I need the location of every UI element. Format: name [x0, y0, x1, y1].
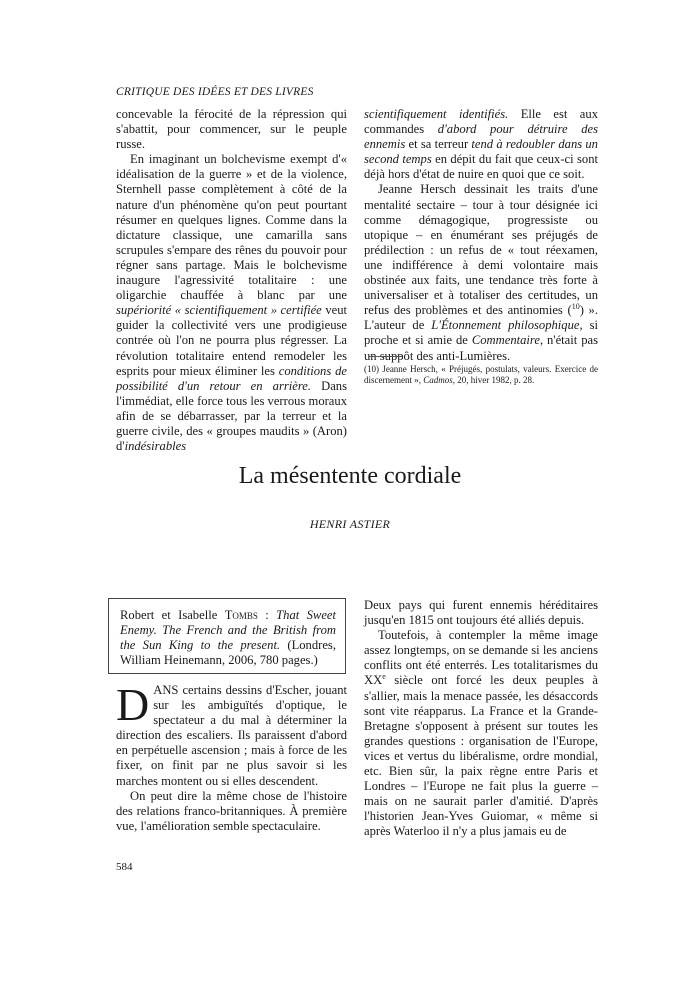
- paragraph: concevable la férocité de la répression qui s'abattit, pour commencer, sur le peuple russe.: [116, 107, 347, 152]
- paragraph: scientifiquement identifiés. Elle est aux commandes d'abord pour détruire des ennemis et sa terreur tend à redoubler dans un second temps en dépit du fait que ceux-ci sont déjà hors d'état de nuire en quoi que ce soit.: [364, 107, 598, 182]
- paragraph: Toutefois, à contempler la même image assez longtemps, on se demande si les anciens conflits ont été enterrés. Les totalitarismes du XXe siècle ont forcé les deux peuples à s'allier, mais la menace passée, les désaccords sont vite réapparus. La France et la Grande-Bretagne s'opposent à présent sur toutes les grandes questions : organisation de l'Europe, vices et vertus du libéralisme, ordre mondial, etc. Bien sûr, la paix règne entre Paris et Londres – l'Europe ne fait plus la guerre – mais on ne saurait parler d'amitié. D'après l'historien Jean-Yves Guiomar, « même si après Waterloo il n'y a plus jamais eu de: [364, 628, 599, 839]
- paragraph: Jeanne Hersch dessinait les traits d'une mentalité sectaire – tour à tour désignée ici comme démagogique, progressiste ou utopique – en énumérant ses préjugés de prédilection : un refus de « tout réexamen, une indifférence à demi volontaire mais obstinée aux faits, une tendance très forte à universaliser et à totaliser des certitudes, un refus des problèmes et des antinomies ($^{10}$) ». L'auteur de L'Étonnement philosophique, si proche et si amie de Commentaire, n'était pas un suppôt des anti-Lumières.: [364, 182, 598, 363]
- drop-cap: D: [116, 679, 150, 730]
- article-title: La mésentente cordiale: [238, 463, 462, 489]
- page-number: 584: [116, 861, 133, 873]
- paragraph: On peut dire la même chose de l'histoire des relations franco-britanniques. À première vue, l'amélioration semble spectaculaire.: [116, 788, 347, 833]
- running-header: CRITIQUE DES IDÉES ET DES LIVRES: [116, 86, 314, 98]
- paragraph: En imaginant un bolchevisme exempt d'« idéalisation de la guerre » et de la violence, Sternhell passe complètement à côté de la nature d'un phénomène qu'on peut pourtant résumer en quelques lignes. Comme dans la dictature classique, une camarilla sans scrupules s'empare des rênes du pouvoir pour régner sans partage. Mais le bolchevisme inaugure l'agressivité totalitaire : une oligarchie chauffée à blanc par une supériorité « scientifiquement » certifiée veut guider la collectivité vers une prodigieuse contrée où l'on ne pourra plus régresser. La révolution totalitaire entend remodeler les esprits pour mieux éliminer les conditions de possibilité d'un retour en arrière. Dans l'immédiat, elle force tous les verrous moraux afin de se débarrasser, par la terreur et la guerre civile, des « groupes maudits » (Aron) d'indésirables: [116, 152, 348, 454]
- paragraph: DANS certains dessins d'Escher, jouant sur les ambiguïtés d'optique, le spectateur a du mal à déterminer la direction des escaliers. Ils paraissent d'abord en perpétuelle ascension ; mais à force de les fixer, on finit par ne plus savoir si les marches montent ou si elles descendent.: [116, 679, 347, 788]
- book-title: That Sweet Enemy. The French and the British from the Sun King to the present.: [120, 608, 337, 652]
- paragraph: Deux pays qui furent ennemis héréditaires jusqu'en 1815 ont toujours été alliés depuis.: [364, 598, 598, 628]
- footnote: (10) Jeanne Hersch, « Préjugés, postulats, valeurs. Exercice de discernement », Cadmos, 20, hiver 1982, p. 28.: [364, 364, 598, 385]
- article-column-left: [116, 679, 347, 834]
- prev-article-column-right: [364, 107, 598, 364]
- footnote-divider: [368, 356, 402, 357]
- prev-article-column-left: [116, 107, 347, 454]
- book-reference-box: Robert et Isabelle Tombs : That Sweet Enemy. The French and the British from the Sun King to the present. (Londres, William Heinemann, 2006, 780 pages.): [108, 598, 346, 674]
- article-column-right: [364, 598, 598, 840]
- article-author: HENRI ASTIER: [309, 517, 391, 531]
- book-authors-surname: Tombs: [224, 608, 258, 622]
